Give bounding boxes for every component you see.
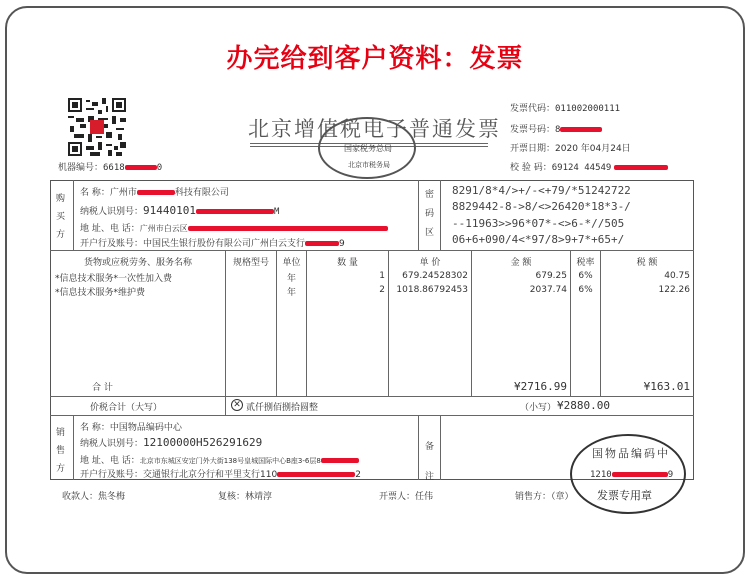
buyer-address-value: 广州市白云区 [139, 224, 188, 233]
column-header-amount: 金 额 [510, 258, 532, 268]
password-area-label: 密 码 区 [425, 190, 435, 238]
check-code-row [510, 160, 668, 173]
seller-name-label: 名 称： [80, 423, 110, 433]
stamp-bottom-text: 发票专用章 [597, 489, 652, 502]
grid-line [418, 180, 419, 250]
grand-total-small-label: （小写） [520, 403, 557, 413]
buyer-name-value: 广州市 [109, 188, 137, 198]
seller-bank-value: 交通银行北京分行和平里支行110 [143, 470, 278, 480]
stamp-number: 1210 [590, 470, 612, 480]
item-amount: 2037.74 [529, 285, 567, 295]
redaction [321, 458, 359, 463]
redaction [196, 209, 274, 214]
redaction [125, 165, 157, 170]
password-line: 8291/8*4/>+/-<+79/*51242722 [452, 184, 631, 197]
invoice-number-label: 发票号码： [510, 125, 556, 135]
seller-seal-label: 销售方：（章） [515, 492, 574, 502]
item-qty: 1 [379, 271, 385, 281]
buyer-address-row [80, 221, 388, 234]
column-header-tax: 税 额 [636, 258, 658, 268]
item-unit: 年 [286, 274, 296, 284]
total-amount: ¥2716.99 [514, 380, 567, 393]
tax-seal-subtext: 北京市税务局 [348, 161, 390, 169]
buyer-address-label: 地 址、电 话： [80, 224, 140, 234]
payee-value: 焦冬梅 [98, 492, 126, 502]
seller-taxid-label: 纳税人识别号： [80, 439, 144, 449]
stamp-number-suffix: 9 [667, 470, 674, 480]
check-code-value: 69124 44549 [551, 163, 612, 173]
payee-row [62, 489, 125, 502]
remarks-label: 备 注 [425, 442, 435, 482]
seller-bank-row [80, 467, 361, 480]
item-amount: 679.25 [535, 271, 567, 281]
drawer-row [379, 489, 433, 502]
reviewer-value: 林靖淳 [245, 492, 273, 502]
item-rate: 6% [578, 271, 593, 281]
invoice-code-label: 发票代码： [510, 104, 556, 114]
drawer-value: 任伟 [415, 492, 434, 502]
grid-line [50, 396, 694, 397]
invoice-code-value: 011002000111 [555, 104, 621, 114]
grid-line [50, 415, 694, 416]
seller-address-label: 地 址、电 话： [80, 456, 140, 466]
item-name: *信息技术服务*一次性加入费 [55, 274, 173, 284]
stamp-number-row [590, 470, 673, 480]
invoice-code-row [510, 101, 620, 114]
buyer-name-row [80, 185, 229, 198]
redaction [614, 165, 668, 170]
item-tax: 122.26 [658, 285, 690, 295]
column-header-rate: 税率 [576, 258, 595, 268]
grid-line [440, 180, 441, 250]
check-code-label: 校 验 码： [510, 163, 552, 173]
payee-label: 收款人： [62, 492, 99, 502]
redaction [560, 127, 602, 132]
grand-total-words: 贰仟捌佰捌拾圆整 [246, 403, 319, 413]
password-line: 06+6+090/4<*97/8>9+7*+65+/ [452, 233, 625, 246]
password-line: 8829442-8->8/<>26420*18*3-/ [452, 200, 631, 213]
qr-code-icon [68, 98, 126, 156]
total-tax: ¥163.01 [643, 380, 690, 393]
stamp-text: 国物品编码中 [592, 447, 670, 460]
redaction [277, 472, 355, 477]
column-header-qty: 数 量 [337, 258, 358, 268]
seller-bank-suffix: 2 [355, 470, 361, 480]
buyer-taxid-row [80, 204, 279, 217]
buyer-bank-label: 开户行及账号： [80, 239, 144, 249]
redaction [305, 241, 339, 246]
tax-seal-text: 国家税务总局 [344, 144, 392, 153]
drawer-label: 开票人： [379, 492, 416, 502]
grid-line [418, 415, 419, 480]
grand-total-label: 价税合计（大写） [90, 403, 163, 413]
buyer-side-label: 购 买 方 [56, 194, 66, 240]
seller-name-row [80, 420, 182, 433]
seller-name-value: 中国物品编码中心 [109, 423, 182, 433]
machine-number-label: 机器编号： [58, 163, 104, 173]
item-qty: 2 [379, 285, 385, 295]
password-line: --11963>>96*07*-<>6-*//505 [452, 217, 625, 230]
column-header-spec: 规格型号 [232, 258, 269, 268]
grid-line [73, 180, 74, 250]
seller-bank-label: 开户行及账号： [80, 470, 144, 480]
machine-number-suffix: 0 [156, 163, 163, 173]
machine-number-value: 6618 [103, 163, 125, 173]
buyer-bank-value: 中国民生银行股份有限公司广州白云支行 [143, 239, 306, 249]
invoice-date-value: 2020 年04月24日 [555, 144, 631, 154]
seller-taxid-value: 12100000H526291629 [143, 436, 263, 449]
buyer-taxid-suffix: M [274, 207, 280, 217]
invoice-number-value: 8 [555, 125, 561, 135]
invoice-title: 北京增值税电子普通发票 [248, 117, 501, 141]
item-name: *信息技术服务*维护费 [55, 288, 146, 298]
buyer-name-label: 名 称： [80, 188, 110, 198]
column-header-unit: 单位 [282, 258, 301, 268]
grid-line [225, 250, 226, 396]
item-tax: 40.75 [664, 271, 690, 281]
seller-address-row [80, 453, 359, 466]
item-rate: 6% [578, 285, 593, 295]
item-price: 679.24528302 [402, 271, 468, 281]
reviewer-row [218, 489, 272, 502]
grand-total-small-value: ¥2880.00 [557, 399, 610, 412]
buyer-bank-row [80, 236, 345, 249]
seller-taxid-row [80, 436, 262, 449]
item-price: 1018.86792453 [396, 285, 468, 295]
headline: 办完给到客户资料：发票 [226, 44, 524, 74]
column-header-price: 单 价 [419, 258, 441, 268]
buyer-taxid-value: 91440101 [143, 204, 196, 217]
invoice-date-row [510, 141, 631, 154]
machine-number-row [58, 160, 162, 173]
cross-circle-icon: ✕ [231, 399, 243, 411]
redaction [137, 190, 175, 195]
seller-address-value: 北京市东城区安定门外大街138号皇城国际中心B座3-6层8 [139, 457, 321, 465]
grid-line [225, 396, 226, 415]
grid-line [50, 250, 694, 251]
buyer-taxid-label: 纳税人识别号： [80, 207, 144, 217]
redaction [188, 226, 388, 231]
redaction [612, 472, 668, 477]
invoice-date-label: 开票日期： [510, 144, 556, 154]
column-header-name: 货物或应税劳务、服务名称 [83, 258, 192, 268]
invoice-number-row [510, 122, 602, 135]
item-unit: 年 [286, 288, 296, 298]
seller-side-label: 销 售 方 [56, 428, 66, 474]
total-label: 合 计 [92, 383, 113, 393]
buyer-name-suffix: 科技有限公司 [174, 188, 229, 198]
buyer-bank-suffix: 9 [339, 239, 345, 249]
grid-line [440, 415, 441, 480]
grid-line [73, 415, 74, 480]
reviewer-label: 复核： [218, 492, 246, 502]
